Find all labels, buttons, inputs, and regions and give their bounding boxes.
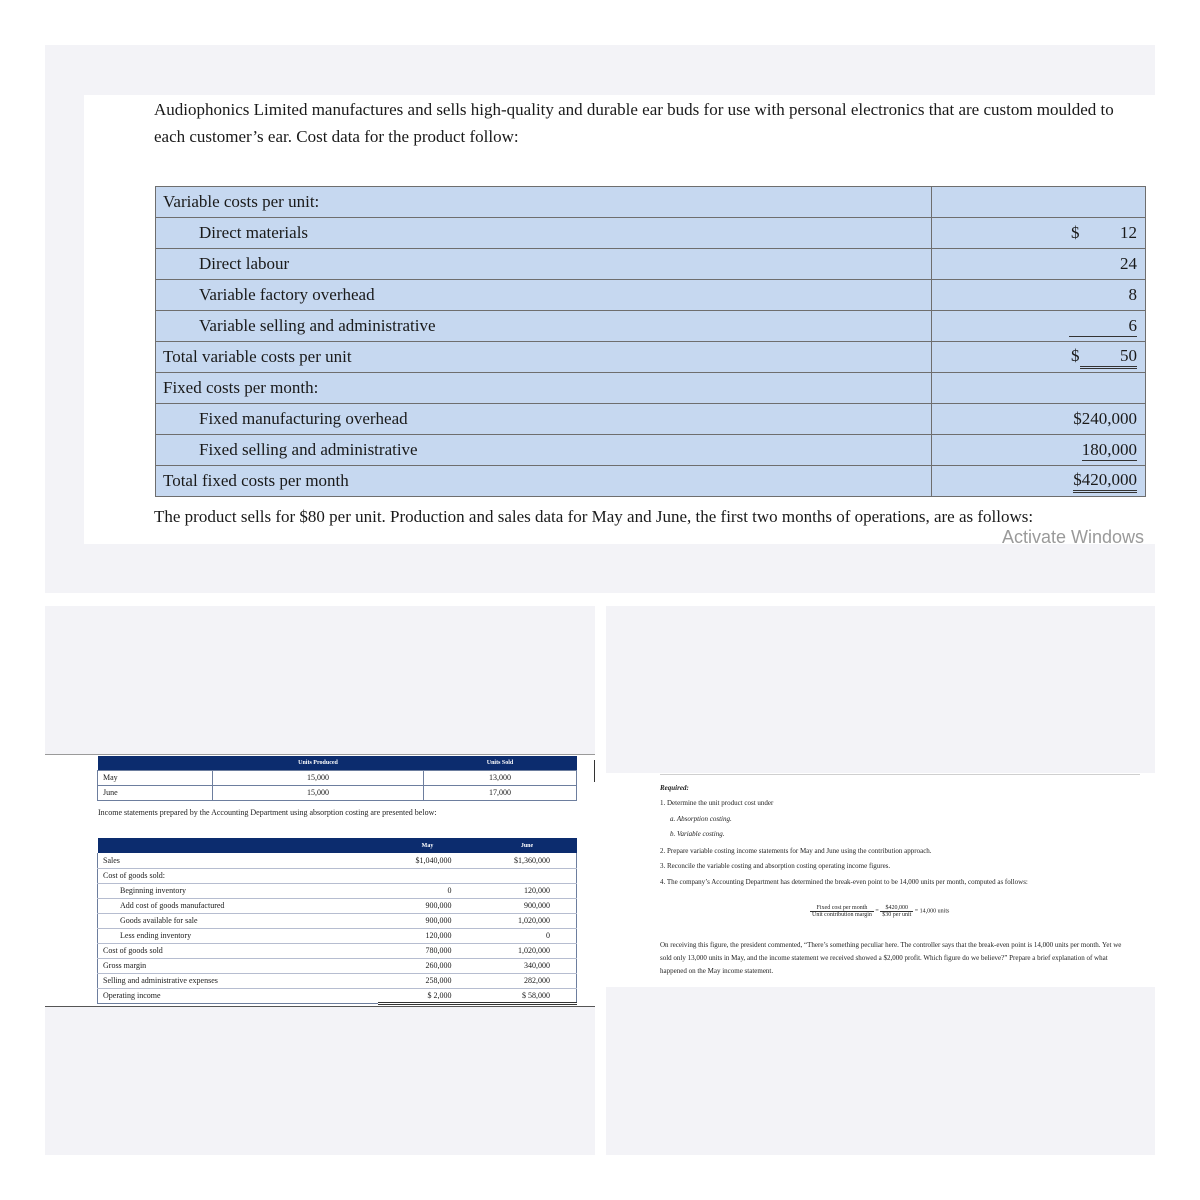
cost-row	[156, 249, 1146, 280]
table-row	[98, 868, 577, 883]
cost-row	[156, 187, 1146, 218]
question-3: 3. Reconcile the variable costing and absorption costing operating income figures.	[660, 862, 891, 870]
units-sold-cell: 17,000	[424, 785, 577, 800]
cost-label: Variable costs per unit:	[156, 187, 932, 218]
header-month	[98, 756, 213, 770]
table-row	[98, 770, 577, 785]
cost-row	[156, 311, 1146, 342]
may-value: 0	[378, 883, 478, 898]
question-2: 2. Prepare variable costing income statements for May and June using the contribution approach.	[660, 847, 932, 855]
table-row	[98, 973, 577, 988]
formula-result: = 14,000 units	[914, 908, 950, 915]
cost-row	[156, 280, 1146, 311]
table-edge-mark	[594, 760, 595, 782]
cost-label: Fixed manufacturing overhead	[156, 404, 932, 435]
cost-amount	[932, 342, 1146, 373]
june-value	[478, 868, 577, 883]
income-statement-intro: Income statements prepared by the Accounting Department using absorption costing are presented below:	[98, 808, 437, 817]
header-units-sold: Units Sold	[424, 756, 577, 770]
table-row	[98, 898, 577, 913]
amount-value: 12	[1120, 223, 1137, 242]
line-item-label: Gross margin	[98, 958, 378, 973]
june-value: 1,020,000	[478, 913, 577, 928]
june-value: 1,020,000	[478, 943, 577, 958]
panel-divider	[45, 754, 595, 755]
units-produced-cell: 15,000	[213, 785, 424, 800]
formula-fraction	[880, 905, 913, 918]
cost-row	[156, 373, 1146, 404]
break-even-formula	[810, 905, 949, 918]
production-sales-table	[97, 756, 577, 801]
line-item-label: Cost of goods sold	[98, 943, 378, 958]
income-statement-table	[97, 838, 577, 1005]
cost-label: Direct materials	[156, 218, 932, 249]
formula-fraction	[810, 905, 874, 918]
activate-windows-watermark: Activate Windows	[1002, 527, 1145, 547]
formula-denominator: $30 per unit	[882, 912, 912, 918]
formula-denominator: Unit contribution margin	[812, 912, 872, 918]
may-value: 900,000	[378, 913, 478, 928]
may-value: 900,000	[378, 898, 478, 913]
line-item-label: Less ending inventory	[98, 928, 378, 943]
closing-paragraph: On receiving this figure, the president commented, “There’s something peculiar here. The controller says that the break-even point is 14,000 units per month. Yet we sold only 13,000 units in May, and the income statement we received showed a $2,000 profit. Which figure do we believe?” Prepare a brief explanation of what happened on the May income statement.	[660, 941, 1122, 975]
table-header-row	[98, 756, 577, 770]
units-produced-cell: 15,000	[213, 770, 424, 785]
sales-price-text: The product sells for $80 per unit. Production and sales data for May and June, the first two months of operations, are as follows:	[154, 507, 1034, 526]
line-item-label: Goods available for sale	[98, 913, 378, 928]
amount-value: 6	[1069, 316, 1138, 337]
table-row	[98, 913, 577, 928]
question-1: 1. Determine the unit product cost under	[660, 799, 774, 807]
table-row	[98, 928, 577, 943]
cost-amount	[932, 187, 1146, 218]
header-units-produced: Units Produced	[213, 756, 424, 770]
page-top-rule	[660, 774, 1140, 775]
table-row	[98, 883, 577, 898]
dollar-sign: $	[1071, 345, 1080, 365]
may-value: 260,000	[378, 958, 478, 973]
cost-label: Variable selling and administrative	[156, 311, 932, 342]
table-row	[98, 988, 577, 1003]
line-item-label: Operating income	[98, 988, 378, 1003]
june-value: 120,000	[478, 883, 577, 898]
formula-numerator: $420,000	[880, 905, 913, 912]
cost-label: Fixed costs per month:	[156, 373, 932, 404]
amount-value: 180,000	[1081, 439, 1137, 459]
cost-amount	[932, 311, 1146, 342]
may-value: $1,040,000	[378, 853, 478, 868]
june-value: 0	[478, 928, 577, 943]
june-value: 340,000	[478, 958, 577, 973]
cost-amount	[932, 373, 1146, 404]
cost-amount	[932, 435, 1146, 466]
cost-label: Direct labour	[156, 249, 932, 280]
june-value: $ 58,000	[478, 988, 577, 1003]
line-item-label: Sales	[98, 853, 378, 868]
table-row	[98, 785, 577, 800]
may-value: 780,000	[378, 943, 478, 958]
cost-row	[156, 218, 1146, 249]
amount-value: 50	[1080, 346, 1137, 369]
cost-amount: $240,000	[932, 404, 1146, 435]
cost-label: Variable factory overhead	[156, 280, 932, 311]
header-june: June	[478, 838, 577, 853]
question-1a: a. Absorption costing.	[670, 815, 732, 823]
cost-row	[156, 435, 1146, 466]
cost-amount: 24	[932, 249, 1146, 280]
june-value: $1,360,000	[478, 853, 577, 868]
formula-numerator: Fixed cost per month	[810, 905, 874, 912]
may-value: $ 2,000	[378, 988, 478, 1003]
cost-label: Total variable costs per unit	[156, 342, 932, 373]
may-value	[378, 868, 478, 883]
june-value: 900,000	[478, 898, 577, 913]
may-value: 258,000	[378, 973, 478, 988]
amount-value: $420,000	[1073, 470, 1137, 493]
dollar-sign: $	[1071, 223, 1080, 242]
cost-row	[156, 342, 1146, 373]
cost-amount	[932, 218, 1146, 249]
header-may: May	[378, 838, 478, 853]
table-row	[98, 958, 577, 973]
may-value: 120,000	[378, 928, 478, 943]
month-cell: May	[98, 770, 213, 785]
cost-label: Total fixed costs per month	[156, 466, 932, 497]
cost-amount: 8	[932, 280, 1146, 311]
june-value: 282,000	[478, 973, 577, 988]
month-cell: June	[98, 785, 213, 800]
units-sold-cell: 13,000	[424, 770, 577, 785]
table-row	[98, 943, 577, 958]
line-item-label: Beginning inventory	[98, 883, 378, 898]
line-item-label: Add cost of goods manufactured	[98, 898, 378, 913]
cost-row	[156, 466, 1146, 497]
cost-row	[156, 404, 1146, 435]
header-label	[98, 838, 378, 853]
cost-label: Fixed selling and administrative	[156, 435, 932, 466]
table-row	[98, 853, 577, 868]
cost-data-table	[155, 186, 1146, 497]
problem-intro-text: Audiophonics Limited manufactures and sells high-quality and durable ear buds for use with personal electronics that are custom moulded to each customer’s ear. Cost data for the product follow:	[154, 100, 1114, 146]
question-1b: b. Variable costing.	[670, 830, 725, 838]
line-item-label: Cost of goods sold:	[98, 868, 378, 883]
question-4: 4. The company’s Accounting Department has determined the break-even point to be 14,000 units per month, computed as follows:	[660, 878, 1028, 886]
panel-bottom-rule	[45, 1006, 595, 1007]
required-heading: Required:	[660, 784, 689, 792]
cost-amount	[932, 466, 1146, 497]
line-item-label: Selling and administrative expenses	[98, 973, 378, 988]
formula-equals: =	[875, 908, 879, 915]
table-header-row	[98, 838, 577, 853]
